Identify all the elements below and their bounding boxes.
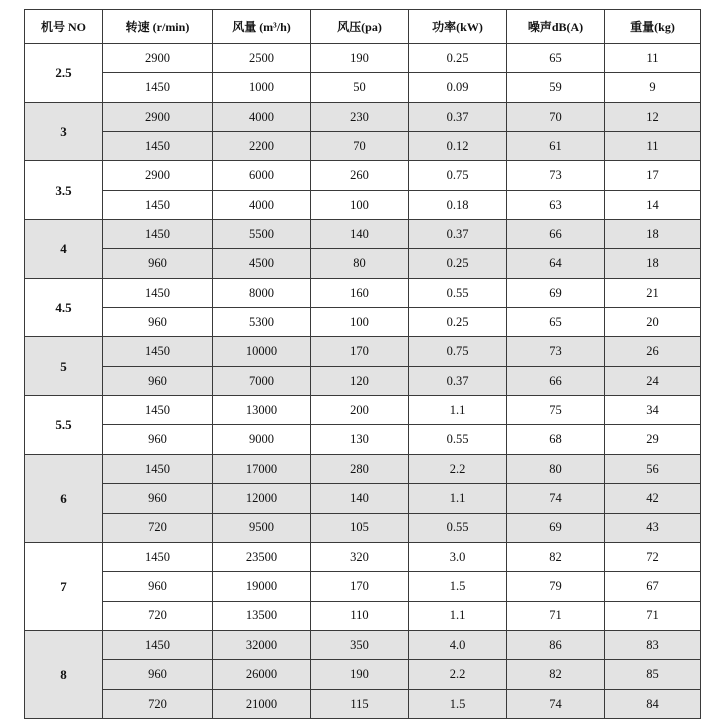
model-no-cell: 4 — [25, 220, 103, 279]
table-row — [25, 190, 701, 219]
power-cell: 0.37 — [409, 366, 507, 395]
table-row — [25, 660, 701, 689]
power-cell: 0.75 — [409, 161, 507, 190]
table-row — [25, 278, 701, 307]
power-cell: 0.25 — [409, 249, 507, 278]
weight-cell: 18 — [605, 220, 701, 249]
pressure-cell: 350 — [311, 630, 409, 659]
power-cell: 0.75 — [409, 337, 507, 366]
pressure-cell: 80 — [311, 249, 409, 278]
noise-cell: 69 — [507, 278, 605, 307]
power-cell: 1.1 — [409, 601, 507, 630]
airflow-cell: 23500 — [213, 542, 311, 571]
model-no-cell: 3.5 — [25, 161, 103, 220]
power-cell: 0.18 — [409, 190, 507, 219]
pressure-cell: 130 — [311, 425, 409, 454]
pressure-cell: 190 — [311, 44, 409, 73]
table-row — [25, 366, 701, 395]
power-cell: 1.1 — [409, 396, 507, 425]
power-cell: 4.0 — [409, 630, 507, 659]
pressure-cell: 200 — [311, 396, 409, 425]
power-cell: 3.0 — [409, 542, 507, 571]
noise-cell: 74 — [507, 484, 605, 513]
noise-cell: 74 — [507, 689, 605, 718]
airflow-cell: 9000 — [213, 425, 311, 454]
table-row — [25, 161, 701, 190]
speed-cell: 1450 — [103, 278, 213, 307]
power-cell: 0.55 — [409, 278, 507, 307]
pressure-cell: 170 — [311, 337, 409, 366]
speed-cell: 960 — [103, 366, 213, 395]
pressure-cell: 100 — [311, 190, 409, 219]
header-speed: 转速 (r/min) — [103, 10, 213, 44]
noise-cell: 65 — [507, 308, 605, 337]
pressure-cell: 280 — [311, 454, 409, 483]
airflow-cell: 4000 — [213, 102, 311, 131]
header-airflow: 风量 (m³/h) — [213, 10, 311, 44]
noise-cell: 59 — [507, 73, 605, 102]
speed-cell: 960 — [103, 572, 213, 601]
airflow-cell: 4000 — [213, 190, 311, 219]
noise-cell: 75 — [507, 396, 605, 425]
pressure-cell: 140 — [311, 484, 409, 513]
airflow-cell: 32000 — [213, 630, 311, 659]
airflow-cell: 26000 — [213, 660, 311, 689]
pressure-cell: 320 — [311, 542, 409, 571]
header-power: 功率(kW) — [409, 10, 507, 44]
weight-cell: 71 — [605, 601, 701, 630]
speed-cell: 960 — [103, 425, 213, 454]
power-cell: 0.12 — [409, 132, 507, 161]
speed-cell: 960 — [103, 249, 213, 278]
speed-cell: 960 — [103, 308, 213, 337]
power-cell: 1.5 — [409, 572, 507, 601]
header-row — [25, 10, 701, 44]
speed-cell: 1450 — [103, 73, 213, 102]
table-row — [25, 132, 701, 161]
speed-cell: 1450 — [103, 396, 213, 425]
weight-cell: 9 — [605, 73, 701, 102]
noise-cell: 70 — [507, 102, 605, 131]
airflow-cell: 10000 — [213, 337, 311, 366]
weight-cell: 42 — [605, 484, 701, 513]
airflow-cell: 17000 — [213, 454, 311, 483]
pressure-cell: 50 — [311, 73, 409, 102]
table-row — [25, 484, 701, 513]
speed-cell: 960 — [103, 484, 213, 513]
power-cell: 0.37 — [409, 102, 507, 131]
model-no-cell: 2.5 — [25, 44, 103, 103]
airflow-cell: 2200 — [213, 132, 311, 161]
airflow-cell: 4500 — [213, 249, 311, 278]
model-no-cell: 5.5 — [25, 396, 103, 455]
speed-cell: 1450 — [103, 337, 213, 366]
airflow-cell: 8000 — [213, 278, 311, 307]
noise-cell: 66 — [507, 366, 605, 395]
model-no-cell: 4.5 — [25, 278, 103, 337]
table-row — [25, 73, 701, 102]
power-cell: 0.55 — [409, 513, 507, 542]
noise-cell: 69 — [507, 513, 605, 542]
header-pressure: 风压(pa) — [311, 10, 409, 44]
fan-spec-table — [24, 9, 701, 719]
noise-cell: 73 — [507, 337, 605, 366]
header-weight: 重量(kg) — [605, 10, 701, 44]
speed-cell: 720 — [103, 601, 213, 630]
speed-cell: 1450 — [103, 190, 213, 219]
airflow-cell: 12000 — [213, 484, 311, 513]
speed-cell: 720 — [103, 513, 213, 542]
table-row — [25, 454, 701, 483]
table-header — [25, 10, 701, 44]
weight-cell: 34 — [605, 396, 701, 425]
airflow-cell: 7000 — [213, 366, 311, 395]
weight-cell: 24 — [605, 366, 701, 395]
noise-cell: 65 — [507, 44, 605, 73]
table-body — [25, 44, 701, 719]
table-row — [25, 44, 701, 73]
weight-cell: 29 — [605, 425, 701, 454]
table-row — [25, 102, 701, 131]
table-row — [25, 337, 701, 366]
airflow-cell: 2500 — [213, 44, 311, 73]
pressure-cell: 230 — [311, 102, 409, 131]
pressure-cell: 190 — [311, 660, 409, 689]
power-cell: 2.2 — [409, 454, 507, 483]
power-cell: 0.37 — [409, 220, 507, 249]
noise-cell: 63 — [507, 190, 605, 219]
airflow-cell: 5500 — [213, 220, 311, 249]
weight-cell: 85 — [605, 660, 701, 689]
table-row — [25, 220, 701, 249]
model-no-cell: 3 — [25, 102, 103, 161]
table-row — [25, 542, 701, 571]
noise-cell: 80 — [507, 454, 605, 483]
noise-cell: 82 — [507, 542, 605, 571]
noise-cell: 82 — [507, 660, 605, 689]
pressure-cell: 70 — [311, 132, 409, 161]
header-noise: 噪声dB(A) — [507, 10, 605, 44]
speed-cell: 1450 — [103, 630, 213, 659]
power-cell: 0.09 — [409, 73, 507, 102]
model-no-cell: 5 — [25, 337, 103, 396]
table-row — [25, 572, 701, 601]
airflow-cell: 13000 — [213, 396, 311, 425]
model-no-cell: 8 — [25, 630, 103, 718]
weight-cell: 83 — [605, 630, 701, 659]
noise-cell: 79 — [507, 572, 605, 601]
speed-cell: 2900 — [103, 161, 213, 190]
speed-cell: 1450 — [103, 220, 213, 249]
table-row — [25, 308, 701, 337]
pressure-cell: 105 — [311, 513, 409, 542]
table-row — [25, 425, 701, 454]
table-row — [25, 513, 701, 542]
pressure-cell: 100 — [311, 308, 409, 337]
weight-cell: 67 — [605, 572, 701, 601]
pressure-cell: 260 — [311, 161, 409, 190]
speed-cell: 1450 — [103, 454, 213, 483]
weight-cell: 11 — [605, 44, 701, 73]
airflow-cell: 5300 — [213, 308, 311, 337]
pressure-cell: 170 — [311, 572, 409, 601]
header-model-no: 机号 NO — [25, 10, 103, 44]
speed-cell: 2900 — [103, 44, 213, 73]
model-no-cell: 6 — [25, 454, 103, 542]
noise-cell: 73 — [507, 161, 605, 190]
weight-cell: 17 — [605, 161, 701, 190]
power-cell: 0.25 — [409, 44, 507, 73]
noise-cell: 68 — [507, 425, 605, 454]
airflow-cell: 9500 — [213, 513, 311, 542]
pressure-cell: 115 — [311, 689, 409, 718]
airflow-cell: 21000 — [213, 689, 311, 718]
noise-cell: 61 — [507, 132, 605, 161]
table-row — [25, 689, 701, 718]
pressure-cell: 140 — [311, 220, 409, 249]
noise-cell: 86 — [507, 630, 605, 659]
speed-cell: 720 — [103, 689, 213, 718]
speed-cell: 1450 — [103, 132, 213, 161]
weight-cell: 20 — [605, 308, 701, 337]
weight-cell: 21 — [605, 278, 701, 307]
table-row — [25, 601, 701, 630]
speed-cell: 2900 — [103, 102, 213, 131]
airflow-cell: 13500 — [213, 601, 311, 630]
noise-cell: 71 — [507, 601, 605, 630]
weight-cell: 84 — [605, 689, 701, 718]
power-cell: 1.1 — [409, 484, 507, 513]
noise-cell: 64 — [507, 249, 605, 278]
weight-cell: 18 — [605, 249, 701, 278]
weight-cell: 12 — [605, 102, 701, 131]
speed-cell: 960 — [103, 660, 213, 689]
power-cell: 2.2 — [409, 660, 507, 689]
airflow-cell: 19000 — [213, 572, 311, 601]
model-no-cell: 7 — [25, 542, 103, 630]
weight-cell: 26 — [605, 337, 701, 366]
weight-cell: 11 — [605, 132, 701, 161]
table-row — [25, 249, 701, 278]
weight-cell: 43 — [605, 513, 701, 542]
power-cell: 0.25 — [409, 308, 507, 337]
weight-cell: 56 — [605, 454, 701, 483]
noise-cell: 66 — [507, 220, 605, 249]
weight-cell: 72 — [605, 542, 701, 571]
pressure-cell: 120 — [311, 366, 409, 395]
airflow-cell: 1000 — [213, 73, 311, 102]
pressure-cell: 160 — [311, 278, 409, 307]
power-cell: 0.55 — [409, 425, 507, 454]
table-row — [25, 396, 701, 425]
power-cell: 1.5 — [409, 689, 507, 718]
weight-cell: 14 — [605, 190, 701, 219]
table-row — [25, 630, 701, 659]
speed-cell: 1450 — [103, 542, 213, 571]
pressure-cell: 110 — [311, 601, 409, 630]
airflow-cell: 6000 — [213, 161, 311, 190]
